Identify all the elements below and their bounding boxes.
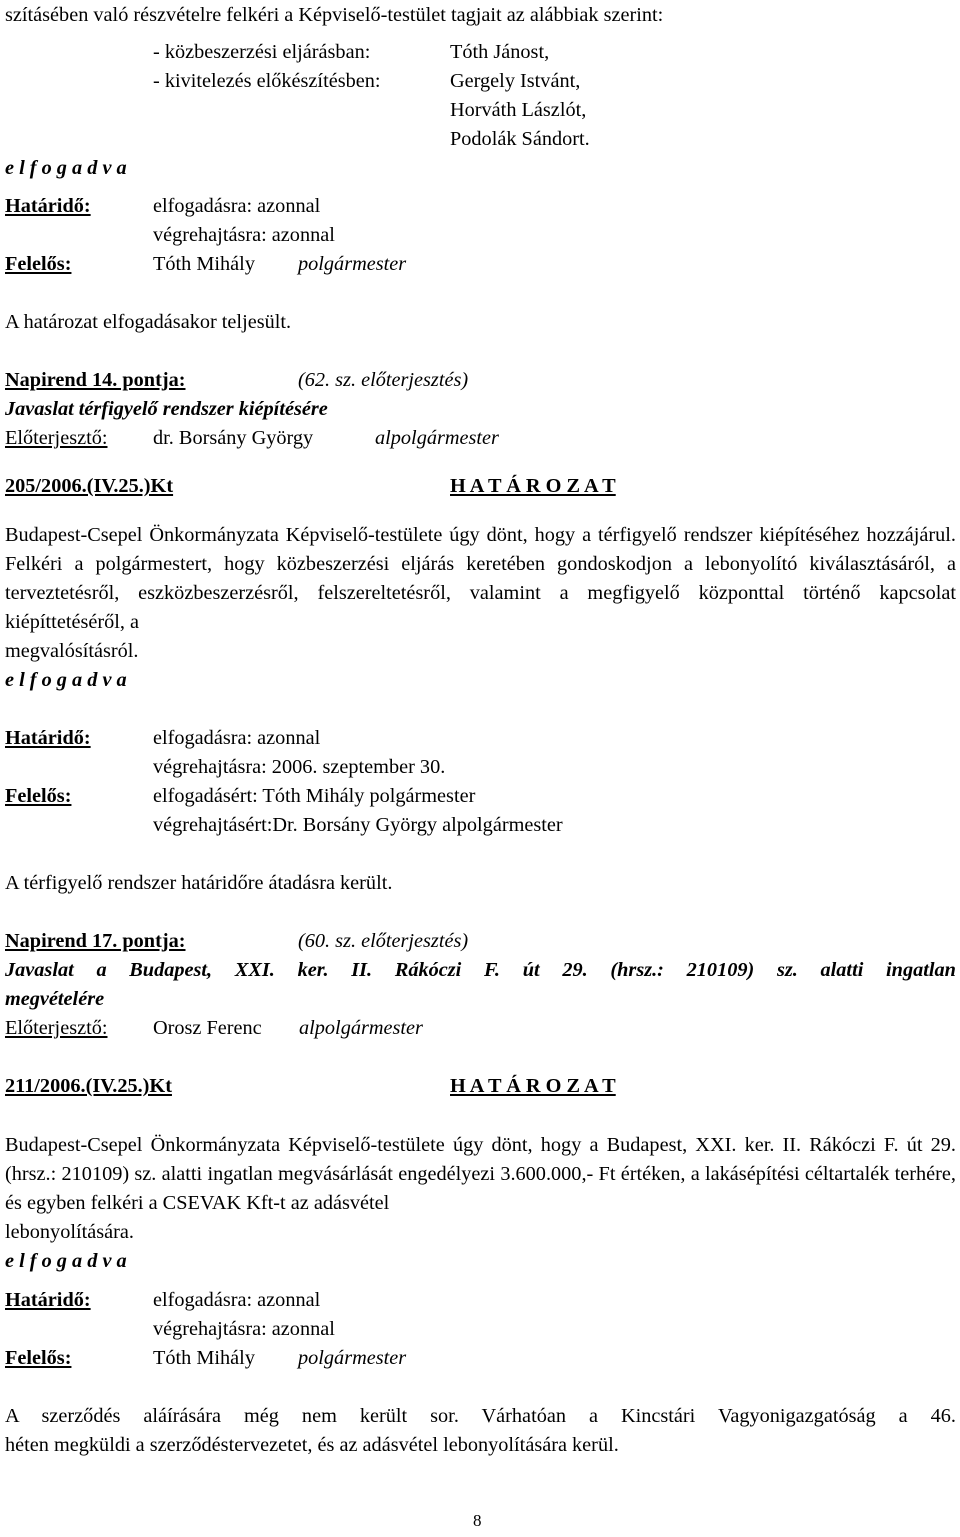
status-line: A határozat elfogadásakor teljesült. [5,311,292,333]
proposal-ref-17: (60. sz. előterjesztés) [298,930,469,952]
status-line-17-1 [5,1406,956,1426]
adopted-marker-14: e l f o g a d v a [5,669,127,691]
resolution-body-14-text: Budapest-Csepel Önkormányzata Képviselő-testülete úgy dönt, hogy a térfigyelő rendszer kiépítéséhez hozzájárul. Felkéri a polgármestert, hogy közbeszerzési eljárás keretében gondoskodjon a lebonyolító kiválasztásáról, a terveztetésről, eszközbeszerzésről, felszereltetésről, valamint a megfigyelő központtal történő kapcsolat kiépíttetéséről, a [5,524,956,633]
presenter-label-14: Előterjesztő: [5,427,108,449]
resolution-body-14-last: megvalósításról. [5,640,139,662]
status-line-17-2: héten megküldi a szerződéstervezetet, és az adásvétel lebonyolítására kerül. [5,1434,619,1456]
proposal-title-14: Javaslat térfigyelő rendszer kiépítésére [5,398,328,420]
deadline-line-14-1: elfogadásra: azonnal [153,727,321,749]
presenter-role-14: alpolgármester [375,427,499,449]
execution-name-3: Podolák Sándort. [450,128,590,150]
procurement-label: - közbeszerzési eljárásban: [153,41,371,63]
status-line-14: A térfigyelő rendszer határidőre átadásra került. [5,872,393,894]
resolution-body-17-last: lebonyolítására. [5,1221,134,1243]
resolution-body-17-text: Budapest-Csepel Önkormányzata Képviselő-testülete úgy dönt, hogy a Budapest, XXI. ker. II. Rákóczi F. út 29. (hrsz.: 210109) sz. alatti ingatlan megvásárlását engedélyezi 3.600.000,- Ft értéken, a lakásépítési céltartalék terhére, és egyben felkéri a CSEVAK Kft-t az adásvétel [5,1134,956,1214]
resolution-number-17: 211/2006.(IV.25.)Kt [5,1075,172,1097]
title-word: 29. [562,959,588,981]
presenter-name-14: dr. Borsány György [153,427,314,449]
status-line-17-1-text: A szerződés aláírására még nem került sor. Várhatóan a Kincstári Vagyonigazgatóság a 46. [5,1405,956,1427]
deadline-label-14: Határidő: [5,727,91,749]
responsible-name: Tóth Mihály [153,253,255,275]
title-word: XXI. [234,959,275,981]
responsible-line-14-1: elfogadásért: Tóth Mihály polgármester [153,785,476,807]
resolution-number-14: 205/2006.(IV.25.)Kt [5,475,174,497]
responsible-role: polgármester [298,253,407,275]
responsible-role-17: polgármester [298,1347,407,1369]
responsible-line-14-2: végrehajtásért:Dr. Borsány György alpolgármester [153,814,563,836]
title-word: II. [351,959,373,981]
deadline-label-17: Határidő: [5,1289,91,1311]
deadline-line-17-2: végrehajtásra: azonnal [153,1318,335,1340]
title-word: a [96,959,107,981]
responsible-label: Felelős: [5,253,72,275]
title-word: Javaslat [5,959,74,981]
adopted-marker-17: e l f o g a d v a [5,1250,127,1272]
intro-line: szításében való részvételre felkéri a Képviselő-testület tagjait az alábbiak szerint: [5,4,664,26]
resolution-body-14 [5,521,956,666]
presenter-name-17: Orosz Ferenc [153,1017,262,1039]
title-word: (hrsz.: [610,959,664,981]
proposal-ref-14: (62. sz. előterjesztés) [298,369,469,391]
title-word: Budapest, [129,959,213,981]
proposal-title-17-end: megvételére [5,988,105,1010]
title-word: ingatlan [886,959,956,981]
title-word: ker. [297,959,329,981]
presenter-label-17: Előterjesztő: [5,1017,108,1039]
title-word: 210109) [686,959,755,981]
agenda-item-14: Napirend 14. pontja: [5,369,186,391]
execution-name-2: Horváth Lászlót, [450,99,587,121]
responsible-label-14: Felelős: [5,785,72,807]
title-word: út [522,959,540,981]
deadline-line-17-1: elfogadásra: azonnal [153,1289,321,1311]
execution-label: - kivitelezés előkészítésben: [153,70,381,92]
deadline-line-1: elfogadásra: azonnal [153,195,321,217]
procurement-name: Tóth Jánost, [450,41,550,63]
resolution-heading-17: H A T Á R O Z A T [450,1075,616,1097]
deadline-line-2: végrehajtásra: azonnal [153,224,335,246]
title-word: Rákóczi [394,959,462,981]
page-number: 8 [473,1511,482,1530]
execution-name-1: Gergely Istvánt, [450,70,581,92]
proposal-title-17 [5,960,956,980]
deadline-line-14-2: végrehajtásra: 2006. szeptember 30. [153,756,446,778]
title-word: sz. [776,959,798,981]
responsible-label-17: Felelős: [5,1347,72,1369]
title-word: alatti [820,959,864,981]
resolution-body-17 [5,1131,956,1247]
deadline-label: Határidő: [5,195,91,217]
agenda-item-17: Napirend 17. pontja: [5,930,186,952]
resolution-heading-14: H A T Á R O Z A T [450,475,616,497]
title-word: F. [484,959,500,981]
adopted-marker: e l f o g a d v a [5,157,127,179]
responsible-name-17: Tóth Mihály [153,1347,255,1369]
presenter-role-17: alpolgármester [299,1017,423,1039]
